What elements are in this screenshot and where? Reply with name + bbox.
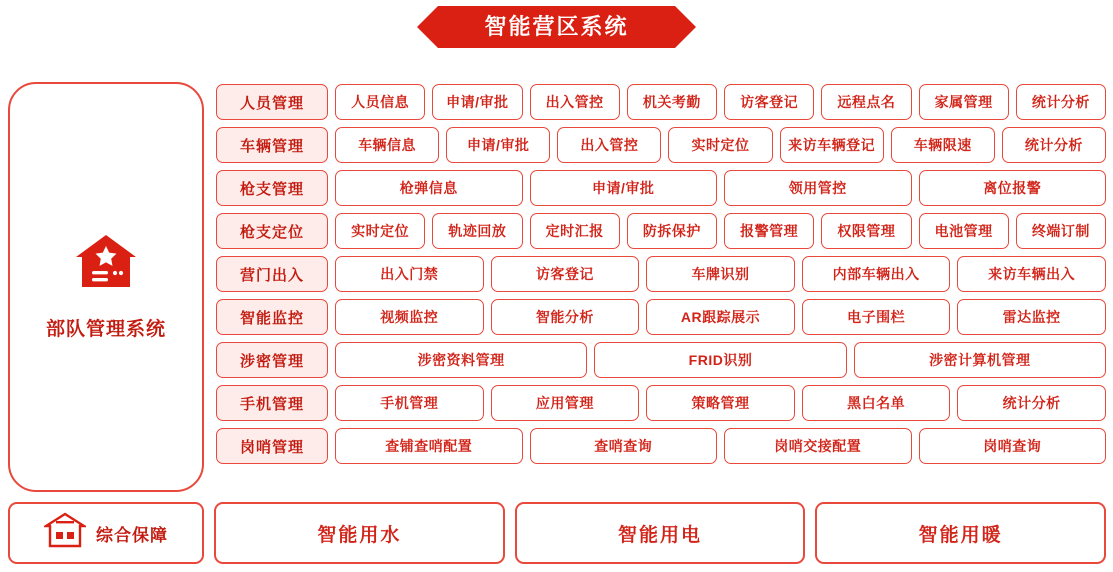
module-row [216, 127, 1106, 163]
module-item[interactable]: 涉密资料管理 [335, 342, 587, 378]
module-item[interactable]: 统计分析 [1016, 84, 1106, 120]
module-row [216, 84, 1106, 120]
support-items [214, 502, 1106, 564]
category-gate-access[interactable]: 营门出入 [216, 256, 328, 292]
module-row [216, 299, 1106, 335]
category-classified-management[interactable]: 涉密管理 [216, 342, 328, 378]
module-item[interactable]: 车辆信息 [335, 127, 439, 163]
module-item[interactable]: AR跟踪展示 [646, 299, 795, 335]
category-smart-surveillance[interactable]: 智能监控 [216, 299, 328, 335]
module-item[interactable]: 防拆保护 [627, 213, 717, 249]
category-mobile-management[interactable]: 手机管理 [216, 385, 328, 421]
category-firearm-location[interactable]: 枪支定位 [216, 213, 328, 249]
module-row [216, 342, 1106, 378]
module-item[interactable]: 内部车辆出入 [802, 256, 951, 292]
module-item[interactable]: 统计分析 [1002, 127, 1106, 163]
category-sentry-management[interactable]: 岗哨管理 [216, 428, 328, 464]
module-item[interactable]: 统计分析 [957, 385, 1106, 421]
module-item[interactable]: 领用管控 [724, 170, 912, 206]
module-item[interactable]: 远程点名 [821, 84, 911, 120]
module-item[interactable]: 车辆限速 [891, 127, 995, 163]
module-item[interactable]: FRID识别 [594, 342, 846, 378]
module-item[interactable]: 出入门禁 [335, 256, 484, 292]
module-item[interactable]: 出入管控 [530, 84, 620, 120]
module-item[interactable]: 人员信息 [335, 84, 425, 120]
module-item[interactable]: 策略管理 [646, 385, 795, 421]
row-items [335, 213, 1106, 249]
support-building-icon [44, 512, 86, 555]
banner-container [0, 6, 1113, 48]
module-item[interactable]: 电子围栏 [802, 299, 951, 335]
module-item[interactable]: 智能分析 [491, 299, 640, 335]
module-item[interactable]: 视频监控 [335, 299, 484, 335]
module-item[interactable]: 涉密计算机管理 [854, 342, 1106, 378]
module-item[interactable]: 查铺查哨配置 [335, 428, 523, 464]
module-item[interactable]: 终端订制 [1016, 213, 1106, 249]
page-title: 智能营区系统 [438, 6, 674, 48]
module-item[interactable]: 黑白名单 [802, 385, 951, 421]
module-item[interactable]: 枪弹信息 [335, 170, 523, 206]
module-item[interactable]: 岗哨交接配置 [724, 428, 912, 464]
module-item[interactable]: 权限管理 [821, 213, 911, 249]
module-item[interactable]: 轨迹回放 [432, 213, 522, 249]
module-row [216, 428, 1106, 464]
row-items [335, 256, 1106, 292]
support-item-heating[interactable]: 智能用暖 [815, 502, 1106, 564]
system-root-panel [8, 82, 204, 492]
category-personnel[interactable]: 人员管理 [216, 84, 328, 120]
module-item[interactable]: 电池管理 [919, 213, 1009, 249]
module-rows [216, 84, 1106, 471]
module-item[interactable]: 出入管控 [557, 127, 661, 163]
support-label-panel [8, 502, 204, 564]
module-item[interactable]: 申请/审批 [446, 127, 550, 163]
module-item[interactable]: 访客登记 [724, 84, 814, 120]
support-item-water[interactable]: 智能用水 [214, 502, 505, 564]
module-item[interactable]: 查哨查询 [530, 428, 718, 464]
module-item[interactable]: 手机管理 [335, 385, 484, 421]
module-item[interactable]: 离位报警 [919, 170, 1107, 206]
support-section [8, 502, 1106, 564]
module-item[interactable]: 来访车辆出入 [957, 256, 1106, 292]
row-items [335, 428, 1106, 464]
row-items [335, 127, 1106, 163]
support-label: 综合保障 [96, 525, 168, 545]
row-items [335, 170, 1106, 206]
module-item[interactable]: 家属管理 [919, 84, 1009, 120]
module-item[interactable]: 岗哨查询 [919, 428, 1107, 464]
module-row [216, 170, 1106, 206]
module-item[interactable]: 来访车辆登记 [780, 127, 884, 163]
module-item[interactable]: 访客登记 [491, 256, 640, 292]
category-vehicle[interactable]: 车辆管理 [216, 127, 328, 163]
home-star-building-icon [72, 233, 140, 300]
module-row [216, 256, 1106, 292]
row-items [335, 299, 1106, 335]
module-item[interactable]: 申请/审批 [432, 84, 522, 120]
system-root-label: 部队管理系统 [45, 319, 166, 340]
module-item[interactable]: 报警管理 [724, 213, 814, 249]
module-row [216, 385, 1106, 421]
module-item[interactable]: 定时汇报 [530, 213, 620, 249]
row-items [335, 84, 1106, 120]
module-item[interactable]: 雷达监控 [957, 299, 1106, 335]
row-items [335, 342, 1106, 378]
module-item[interactable]: 申请/审批 [530, 170, 718, 206]
module-item[interactable]: 应用管理 [491, 385, 640, 421]
row-items [335, 385, 1106, 421]
support-item-electricity[interactable]: 智能用电 [515, 502, 806, 564]
module-item[interactable]: 实时定位 [668, 127, 772, 163]
module-item[interactable]: 车牌识别 [646, 256, 795, 292]
module-item[interactable]: 机关考勤 [627, 84, 717, 120]
module-item[interactable]: 实时定位 [335, 213, 425, 249]
category-firearm-management[interactable]: 枪支管理 [216, 170, 328, 206]
module-row [216, 213, 1106, 249]
